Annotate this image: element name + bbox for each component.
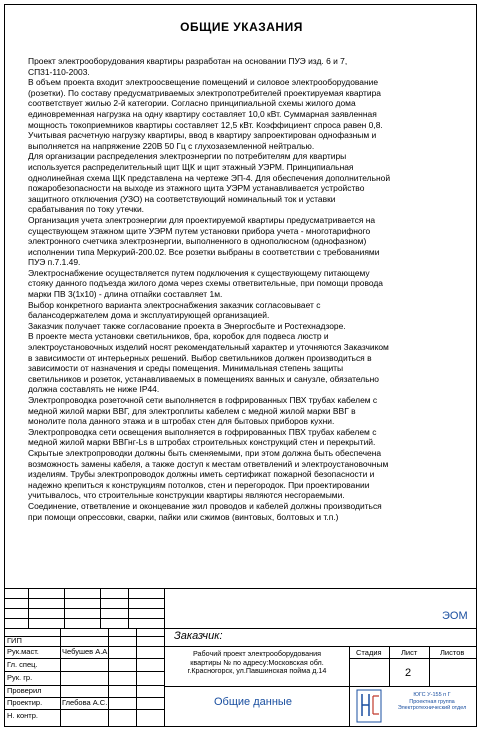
sheets-label: Листов [440,648,465,657]
text-line: выполняется на напряжение 220В 50 Гц с глухозаземленной нейтралью. [28,140,315,151]
project-description: Рабочий проект электрооборудования квартиры № по адресу:Московская обл. г.Красногорск, ул.Павшинская пойма д.14 [187,649,327,675]
text-line: Организация учета электроэнергии для проектируемой квартиры предусматривается на [28,214,376,225]
name-head: Чебушев А.А. [62,647,110,656]
text-line: ПУЭ п.7.1.49. [28,257,81,268]
text-line: пожаробезопасности на выходе из этажного щита УЭРМ устанавливается устройство [28,183,365,194]
text-line: единовременная нагрузка на одну квартиру составляет 10,0 кВт. Суммарная заявленная [28,108,377,119]
company-logo-icon [354,688,384,724]
stage-label: Стадия [356,648,382,657]
text-line: стояку данного подъезда жилого дома через схемы ответвительные, при помощи провода [28,278,383,289]
text-line: медной жилой марки ВВГ, для электроплиты кабелем с медной жилой марки ВВГ в [28,405,356,416]
text-line: балансодержателем дома и эксплуатирующей организацией. [28,310,270,321]
text-line: электронного счетчика электроэнергии, выполненного в однополюсном (однофазном) [28,236,367,247]
text-line: В проекте места установки светильников, бра, коробок для подвеса люстр и [28,331,329,342]
text-line: используется распределительный щит ЩК и щит этажный УЭРМ. Принципиальная [28,161,354,172]
role-head: Рук.маст. [7,647,39,656]
text-line: исполнении типа Меркурий-200.02. Все розетки выбраны в соответствии с требованиями [28,246,380,257]
drawing-code: ЭОМ [442,610,468,622]
role-checked: Проверил [7,686,42,695]
general-notes-text [28,56,470,522]
text-line: СП31-110-2003. [28,66,90,77]
text-line: срабатывания по току утечки. [28,204,145,215]
text-line: надежно крепиться к конструкциям потолков, стен и перегородок. При проектировании [28,479,370,490]
role-gip: ГИП [7,636,22,645]
organization-info: ЮГС У-155 п Г Проектная группа Электротехнический отдел [397,692,467,711]
text-line: электроустановочных изделий носят рекомендательный характер и уточняются Заказчиком [28,342,389,353]
page-title: ОБЩИЕ УКАЗАНИЯ [180,20,303,34]
role-group-lead: Рук. гр. [7,673,33,682]
customer-label: Заказчик: [174,630,223,642]
sheet-label: Лист [401,648,418,657]
name-designer: Глебова А.С. [62,698,108,707]
text-line: медной жилой марки ВВГнг-Ls в штробах строительных конструкций стен и перекрытий. [28,437,376,448]
text-line: Заказчик получает также согласование проекта в Энергосбыте и Ростехнадзоре. [28,320,346,331]
text-line: Выбор конкретного варианта электроснабжения заказчик согласовывает с [28,299,321,310]
text-line: существующем этажном щите УЭРМ путем установки прибора учета - многотарифного [28,225,371,236]
text-line: монолите пола данного этажа и в штробах стен для бытовых приборов кухни. [28,416,335,427]
text-line: Электроснабжение осуществляется путем подключения к существующему питающему [28,267,370,278]
title-block [4,588,477,727]
text-line: должна составлять не ниже IP44. [28,384,160,395]
text-line: марки ПВ 3(1х10) - длина отпайки составляет 1м. [28,289,223,300]
role-chief-spec: Гл. спец. [7,660,38,669]
text-line: соответствует жилью 2-й категории. Согласно принципиальной схемы жилого дома [28,98,356,109]
text-line: учитывалось, что строительные конструкции квартиры являются несгораемыми. [28,490,345,501]
text-line: Соединение, ответвление и оконцевание жил проводов и кабелей должны производиться [28,500,382,511]
role-designer: Проектир. [7,698,43,707]
text-line: Электропроводка розеточной сети выполняется в гофрированных ПВХ трубах кабелем с [28,395,378,405]
text-line: Учитывая расчетную нагрузку квартиры, ввод в квартиру запроектирован однофазным и [28,130,377,141]
drawing-title: Общие данные [214,696,292,708]
text-line: светильников и розеток, устанавливаемых в помещениях ванных и санузле, обязательно [28,373,379,384]
text-line: Скрытые электропроводки должны быть сменяемыми, при этом должна быть обеспечена [28,447,382,458]
text-line: мощность токоприемников квартиры составляет 12,5 кВт. Коэффициент спроса равен 0,8. [28,119,383,130]
text-line: в зависимости от интерьерных решений. Выбор светильников должен производиться в [28,352,372,363]
text-line: Проект электрооборудования квартиры разработан на основании ПУЭ изд. 6 и 7, [28,56,348,66]
text-line: однолинейная схема ЩК представлена на чертеже ЭП-4. Для обеспечения дополнительной [28,172,391,183]
text-line: Электропроводка сети освещения выполняется в гофрированных ПВХ трубах кабелем с [28,426,377,437]
sheet-number: 2 [405,667,412,679]
text-line: В объем проекта входит электроосвещение помещений и силовое электрооборудование [28,77,379,88]
text-line: (розетки). По составу предусматриваемых электропотребителей проектируемая квартира [28,87,381,98]
text-line: Для организации распределения электроэнергии по потребителям для квартиры [28,151,347,162]
text-line: защитного отключения (УЗО) на соответствующий номинальный ток и уставки [28,193,336,204]
text-line: при помощи опрессовки, сварки, пайки или сжимов (винтовых, болтовых и т.п.) [28,511,339,522]
role-norm-control: Н. контр. [7,711,38,720]
text-line: зависимости от назначения и среды помещения. Минимальная степень защиты [28,363,344,374]
text-line: возможность замены кабеля, а также доступ к местам ответвлений и электроустановочным [28,458,389,469]
text-line: изделиям. Трубы электропроводок должны иметь сертификат пожарной безопасности и [28,469,375,480]
